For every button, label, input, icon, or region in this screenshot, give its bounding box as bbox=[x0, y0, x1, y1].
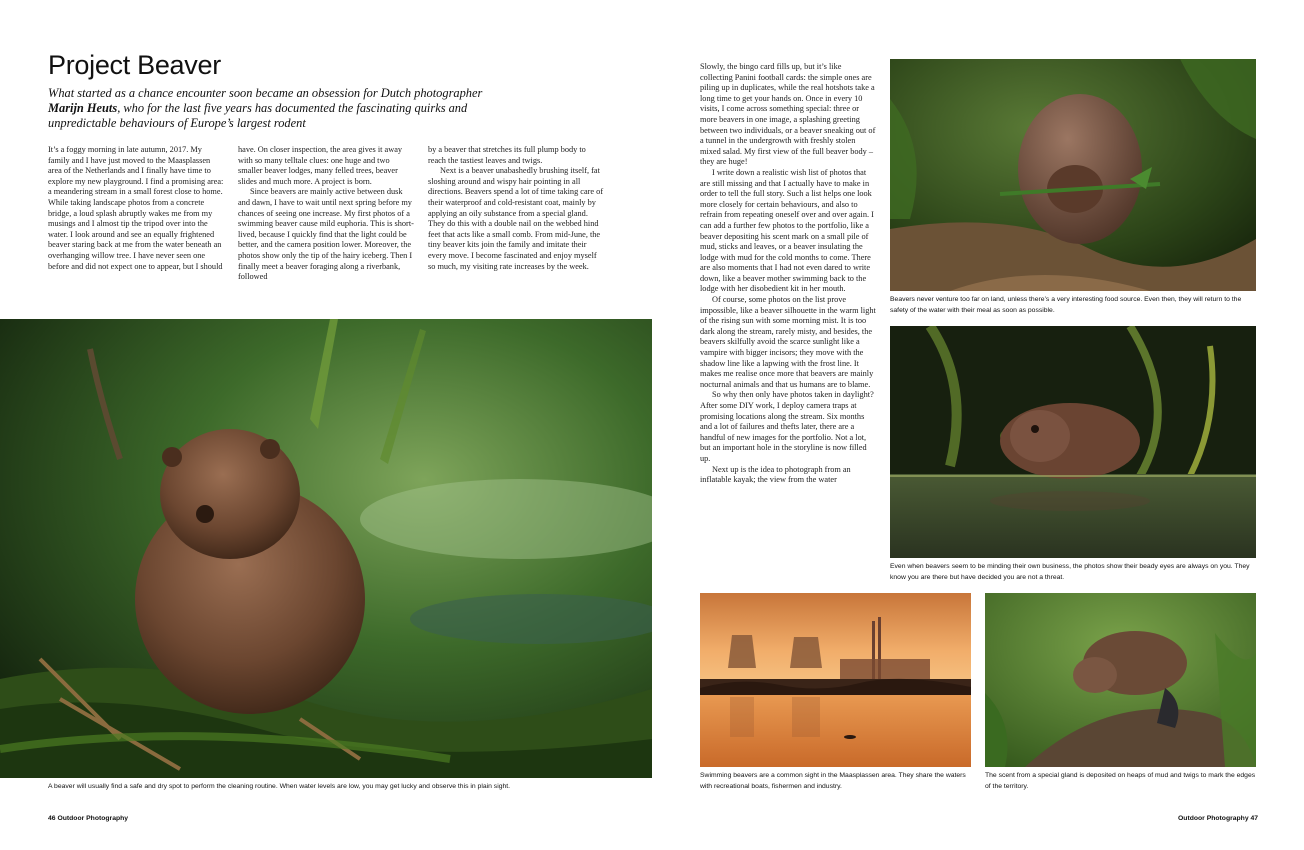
sunset-industry-photo bbox=[700, 593, 971, 767]
author-name: Marijn Heuts bbox=[48, 101, 118, 115]
main-photo-caption: A beaver will usually find a safe and dry spot to perform the cleaning routine. When water levels are low, you may get lucky and observe this in plain sight. bbox=[48, 783, 511, 790]
folio-right: Outdoor Photography 47 bbox=[1178, 815, 1259, 822]
main-beaver-photo bbox=[0, 319, 652, 778]
body-column-2: have. On closer inspection, the area gives it away with so many telltale clues: one huge and two smaller beaver lodges, many felled trees, beaver slides and much more. A project is born. Since beavers are mainly active between dusk and dawn, I have to wait until next spring before my chances of seeing one increase. My first photos of a swimming beaver cause mild euphoria. This is short-lived, because I quickly find that the light could be better, and the camera position lower. Moreover, the photos show only the tip of the hairy iceberg. Then I finally meet a beaver foraging along a riverbank, followed bbox=[238, 145, 414, 282]
body-column-3: by a beaver that stretches its full plump body to reach the tastiest leaves and twigs. Next is a beaver unabashedly brushing itself, fat sloshing around and wispy hair pointing in all directions. Beavers spend a lot of time taking care of their waterproof and cold-resistant coat, mainly by applying an oily substance from a special gland. They do this with a double nail on the webbed hind feet that acts like a small comb. From mid-June, the tiny beaver kits join the family and imitate their every move. I become fascinated and enjoy myself so much, my visiting rate increases by the week. bbox=[428, 145, 604, 271]
scent-marking-beaver-photo bbox=[985, 593, 1256, 767]
body-column-4: Slowly, the bingo card fills up, but it’s like collecting Panini football cards: the simple ones are piling up in duplicates, while the real hotshots take a long time to get your hands on. Once in every 10 visits, I come across something special: three or more beavers in one image, a splashing greeting between two individuals, or a beaver sneaking out of a tunnel in the undergrowth with freshly stolen mixed salad. My first view of the full beaver body – they are huge! I write down a realistic wish list of photos that are still missing and that I actually have to make in order to tell the full story. Such a list helps one look more closely for certain behaviours, and also to refrain from repeating oneself over and over again. I can add a further few photos to the portfolio, like a beaver depositing his scent mark on a small pile of mud, sticks and leaves, or a beaver insulating the lodge with mud for the cold months to come. There are also moments that I had not even dared to write down, like a beaver mother swimming back to the lodge with her disobedient kit in her mouth. Of course, some photos on the list prove impossible, like a beaver silhouette in the warm light of the rising sun with some morning mist. It is too dark along the stream, rarely misty, and besides, the beavers skilfully avoid the scarce sunlight like a vampire with bigger incisors; they move with the shadow line like a lapwing with the frost line. It makes me realise once more that beavers are mainly nocturnal animals and that us humans are to blame. So why then only have photos taken in daylight? After some DIY work, I deploy camera traps at promising locations along the stream. Six months and a lot of failures and thefts later, there are a handful of new images for the portfolio. Not a lot, but an important hole in the storyline is now filled up. Next up is the idea to photograph from an inflatable kayak; the view from the water bbox=[700, 62, 876, 485]
beaver-with-twig-photo bbox=[890, 59, 1256, 291]
mid-right-caption: Even when beavers seem to be minding their own business, the photos show their beady eyes are always on you. They know you are there but have decided you are not a threat. bbox=[890, 563, 1250, 581]
body-column-1: It’s a foggy morning in late autumn, 2017. My family and I have just moved to the Maasplassen area of the Netherlands and I finally have time to explore my new playground. I find a promising area: a meandering stream in a small forest close to home. While taking landscape photos from a concrete bridge, a loud splash abruptly wakes me from my musings and I almost tip the tripod over into the water. I look around and see an equally frightened beaver staring back at me from the water beneath an overhanging willow tree. I have never seen one before and did not expect one to appear, but I should bbox=[48, 145, 224, 271]
bottom-right-caption: The scent from a special gland is deposited on heaps of mud and twigs to mark the edges of the territory. bbox=[985, 772, 1256, 790]
article-standfirst: What started as a chance encounter soon became an obsession for Dutch photographer Marijn Heuts, who for the last five years has documented the fascinating quirks and unpredictable behaviours of Europe’s largest rodent bbox=[48, 86, 483, 130]
folio-left: 46 Outdoor Photography bbox=[48, 815, 129, 822]
bottom-left-caption: Swimming beavers are a common sight in the Maasplassen area. They share the waters with recreational boats, fishermen and industry. bbox=[700, 772, 966, 790]
beaver-in-water-photo bbox=[890, 326, 1256, 558]
article-title: Project Beaver bbox=[48, 50, 221, 80]
top-right-caption: Beavers never venture too far on land, unless there’s a very interesting food source. Even then, they will return to the safety of the water with their meal as soon as possible. bbox=[890, 296, 1242, 314]
